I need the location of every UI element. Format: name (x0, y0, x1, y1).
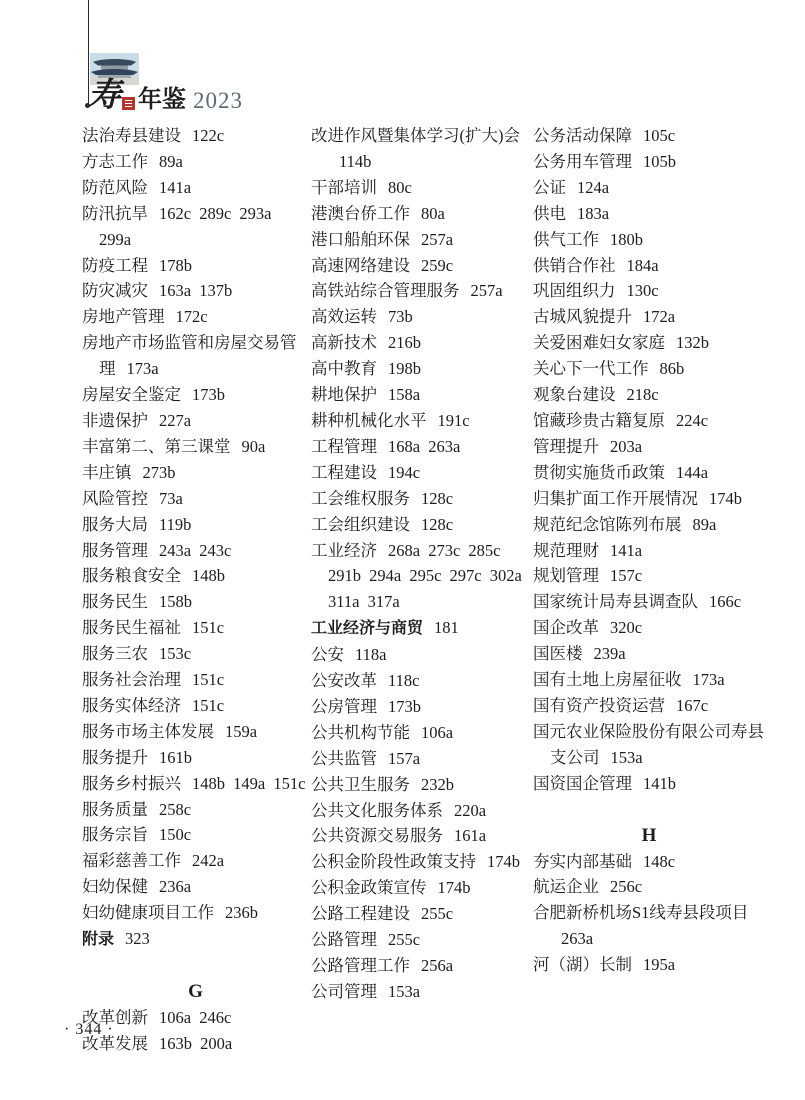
entry-term: 公证 (533, 177, 566, 197)
index-entry (311, 798, 534, 824)
index-entry (82, 460, 309, 486)
entry-term: 公共卫生服务 (311, 774, 410, 794)
index-entry (311, 538, 534, 616)
entry-term: 高新技术 (311, 333, 377, 353)
entry-page-refs: 174b (437, 878, 471, 898)
index-entry (533, 874, 765, 900)
index-entry (533, 538, 765, 564)
index-entry (311, 201, 534, 227)
index-entry (311, 746, 534, 772)
entry-term: 丰庄镇 (82, 462, 132, 482)
index-entry (82, 900, 309, 926)
index-entry (533, 900, 765, 952)
index-entry (311, 175, 534, 201)
entry-page-refs: 151c (192, 618, 225, 638)
index-entry (533, 382, 765, 408)
entry-term: 国元农业保险股份有限公司寿县支公司 (533, 721, 764, 767)
entry-page-refs: 141a (159, 177, 192, 197)
entry-page-refs: 159a (225, 721, 258, 741)
entry-term: 规范纪念馆陈列布展 (533, 514, 682, 534)
index-entry (82, 745, 309, 771)
entry-page-refs: 236a (159, 877, 192, 897)
index-entry (311, 123, 534, 175)
entry-page-refs: 220a (454, 800, 487, 820)
entry-page-refs: 141a (610, 540, 643, 560)
index-entry (311, 901, 534, 927)
entry-term: 服务民生福祉 (82, 618, 181, 638)
index-entry (533, 201, 765, 227)
index-entry (311, 227, 534, 253)
index-entry (533, 563, 765, 589)
index-entry (533, 615, 765, 641)
entry-term: 风险管控 (82, 488, 148, 508)
entry-page-refs: 118c (388, 671, 420, 691)
index-entry (533, 408, 765, 434)
entry-page-refs: 173a (692, 670, 725, 690)
index-entry (311, 434, 534, 460)
entry-term: 公路工程建设 (311, 904, 410, 924)
entry-term: 工程管理 (311, 436, 377, 456)
entry-term: 港澳台侨工作 (311, 203, 410, 223)
entry-page-refs: 263a (561, 929, 594, 949)
index-entry (82, 201, 309, 253)
entry-term: 法治寿县建设 (82, 126, 181, 145)
entry-term: 巩固组织力 (533, 281, 616, 301)
entry-page-refs: 173a (126, 359, 159, 379)
entry-page-refs: 148b 149a 151c (192, 773, 306, 793)
yearbook-logo (88, 79, 243, 113)
index-entry (533, 149, 765, 175)
entry-term: 高效运转 (311, 307, 377, 327)
entry-page-refs: 167c (676, 695, 709, 715)
entry-term: 工业经济 (311, 540, 377, 560)
entry-term: 公房管理 (311, 696, 377, 716)
entry-page-refs: 256c (610, 877, 643, 897)
entry-term: 公积金政策宣传 (311, 878, 427, 898)
entry-page-refs: 162c 289c 293a 299a (99, 203, 272, 249)
index-entry (82, 667, 309, 693)
index-entry (82, 563, 309, 589)
entry-term: 服务大局 (82, 514, 148, 534)
entry-page-refs: 255c (388, 930, 421, 950)
index-entry (533, 486, 765, 512)
index-entry (82, 538, 309, 564)
entry-page-refs: 86b (659, 359, 685, 379)
entry-term: 服务质量 (82, 799, 148, 819)
entry-term: 公共机构节能 (311, 722, 410, 742)
logo-calligraphy-nianjian: 年鉴 (138, 87, 186, 113)
entry-page-refs: 174b (487, 852, 520, 872)
index-entry (533, 952, 765, 978)
entry-page-refs: 239a (593, 644, 626, 664)
index-entry (311, 642, 534, 668)
entry-term: 改革发展 (82, 1033, 148, 1053)
entry-term: 工会维权服务 (311, 488, 410, 508)
entry-page-refs: 157c (610, 566, 643, 586)
entry-page-refs: 119b (159, 514, 192, 534)
section-letter-header: G (188, 981, 203, 1002)
index-entry (533, 304, 765, 330)
entry-term: 改革创新 (82, 1008, 148, 1027)
entry-page-refs: 173b (388, 696, 421, 716)
index-entry (82, 408, 309, 434)
entry-page-refs: 151c (192, 670, 225, 690)
entry-page-refs: 218c (626, 385, 659, 405)
index-entry (82, 149, 309, 175)
entry-page-refs: 194c (388, 462, 421, 482)
entry-term: 妇幼保健 (82, 877, 148, 897)
entry-term: 房屋安全鉴定 (82, 385, 181, 405)
index-entry (82, 874, 309, 900)
entry-page-refs: 161a (454, 826, 487, 846)
entry-page-refs: 257a (470, 281, 503, 301)
entry-term: 航运企业 (533, 877, 599, 897)
entry-page-refs: 257a (421, 229, 454, 249)
entry-term: 港口船舶环保 (311, 229, 410, 249)
index-entry (533, 434, 765, 460)
index-entry (82, 1031, 309, 1057)
entry-page-refs: 128c (421, 514, 454, 534)
entry-page-refs: 128c (421, 488, 454, 508)
entry-term: 国家统计局寿县调查队 (533, 592, 698, 612)
index-entry (311, 460, 534, 486)
entry-page-refs: 130c (626, 281, 659, 301)
entry-page-refs: 198b (388, 359, 421, 379)
entry-page-refs: 144a (676, 462, 709, 482)
entry-page-refs: 114b (339, 151, 372, 171)
index-entry (311, 356, 534, 382)
entry-page-refs: 232b (421, 774, 454, 794)
entry-term: 服务管理 (82, 540, 148, 560)
entry-term: 防范风险 (82, 177, 148, 197)
entry-term: 服务实体经济 (82, 695, 181, 715)
entry-page-refs: 216b (388, 333, 421, 353)
entry-page-refs: 89a (159, 151, 183, 171)
index-entry (82, 253, 309, 279)
entry-page-refs: 90a (241, 436, 266, 456)
index-entry (533, 356, 765, 382)
index-entry (533, 641, 765, 667)
entry-term: 服务市场主体发展 (82, 721, 214, 741)
index-entry (311, 253, 534, 279)
entry-page-refs: 153c (159, 644, 192, 664)
entry-term: 公共监管 (311, 748, 377, 768)
entry-page-refs: 203a (610, 436, 643, 456)
entry-page-refs: 323 (125, 929, 150, 949)
index-entry (82, 304, 309, 330)
entry-term: 国企改革 (533, 618, 599, 638)
index-entry (82, 719, 309, 745)
index-entry (82, 278, 309, 304)
entry-term: 供电 (533, 203, 566, 223)
entry-page-refs: 158b (159, 592, 192, 612)
red-seal-icon (122, 97, 135, 110)
index-entry (82, 771, 309, 797)
entry-page-refs: 80a (421, 203, 445, 223)
entry-page-refs: 236b (225, 903, 258, 923)
entry-term: 供气工作 (533, 229, 599, 249)
index-column-3 (533, 123, 765, 978)
entry-page-refs: 174b (709, 488, 742, 508)
entry-term: 公安改革 (311, 671, 377, 691)
index-entry (533, 589, 765, 615)
entry-term: 国有土地上房屋征收 (533, 670, 682, 690)
entry-term: 房地产市场监管和房屋交易管理 (82, 333, 297, 379)
index-entry (311, 330, 534, 356)
index-entry (82, 512, 309, 538)
entry-term: 归集扩面工作开展情况 (533, 488, 698, 508)
entry-term: 丰富第二、第三课堂 (82, 436, 231, 456)
index-entry (311, 694, 534, 720)
index-entry (82, 123, 309, 149)
index-entry (82, 434, 309, 460)
index-entry (533, 330, 765, 356)
index-entry (82, 589, 309, 615)
entry-term: 国资国企管理 (533, 773, 632, 793)
entry-page-refs: 163b 200a (159, 1033, 233, 1053)
index-entry (311, 772, 534, 798)
entry-page-refs: 148b (192, 566, 225, 586)
index-entry (533, 667, 765, 693)
entry-page-refs: 118a (355, 645, 387, 665)
index-entry (82, 693, 309, 719)
index-entry (533, 253, 765, 279)
entry-term: 公司管理 (311, 981, 377, 1001)
entry-term: 工会组织建设 (311, 514, 410, 534)
entry-term: 古城风貌提升 (533, 307, 632, 327)
entry-term: 福彩慈善工作 (82, 851, 181, 871)
entry-page-refs: 273b (142, 462, 176, 482)
entry-term: 馆藏珍贵古籍复原 (533, 410, 665, 430)
entry-term: 管理提升 (533, 436, 599, 456)
entry-page-refs: 183a (577, 203, 610, 223)
index-entry (82, 175, 309, 201)
index-column-2 (311, 123, 534, 1005)
index-entry (311, 408, 534, 434)
entry-page-refs: 227a (159, 410, 192, 430)
entry-term: 高中教育 (311, 359, 377, 379)
entry-page-refs: 124a (577, 177, 610, 197)
entry-page-refs: 122c (192, 126, 225, 145)
entry-page-refs: 161b (159, 747, 192, 767)
entry-term: 服务三农 (82, 644, 148, 664)
entry-page-refs: 258c (159, 799, 192, 819)
entry-page-refs: 89a (692, 514, 717, 534)
entry-page-refs: 157a (388, 748, 421, 768)
index-entry (311, 849, 534, 875)
index-entry (311, 304, 534, 330)
entry-term: 干部培训 (311, 177, 377, 197)
entry-page-refs: 153a (610, 747, 643, 767)
entry-page-refs: 132b (676, 333, 709, 353)
entry-term: 夯实内部基础 (533, 851, 632, 871)
entry-page-refs: 148c (643, 851, 676, 871)
entry-term: 供销合作社 (533, 255, 616, 275)
index-entry (82, 486, 309, 512)
entry-term: 公积金阶段性政策支持 (311, 852, 476, 872)
index-entry (533, 175, 765, 201)
entry-term: 服务提升 (82, 747, 148, 767)
entry-page-refs: 163a 137b (159, 281, 233, 301)
entry-page-refs: 243a 243c (159, 540, 232, 560)
index-entry (311, 953, 534, 979)
index-entry (82, 382, 309, 408)
entry-term: 规划管理 (533, 566, 599, 586)
entry-page-refs: 172a (643, 307, 676, 327)
entry-page-refs: 105b (643, 151, 676, 171)
index-entry (311, 927, 534, 953)
index-entry (533, 227, 765, 253)
index-entry (82, 1005, 309, 1031)
entry-page-refs: 255c (421, 904, 454, 924)
entry-term: 关心下一代工作 (533, 359, 649, 379)
entry-term: 服务民生 (82, 592, 148, 612)
entry-term: 高速网络建设 (311, 255, 410, 275)
entry-page-refs: 105c (643, 126, 676, 145)
entry-page-refs: 106a (421, 722, 454, 742)
entry-page-refs: 242a (192, 851, 225, 871)
index-entry (82, 641, 309, 667)
entry-term: 关爱困难妇女家庭 (533, 333, 665, 353)
entry-term: 国医楼 (533, 644, 583, 664)
entry-term: 改进作风暨集体学习(扩大)会 (311, 126, 520, 145)
index-entry (533, 771, 765, 797)
entry-term: 工程建设 (311, 462, 377, 482)
index-entry (82, 822, 309, 848)
entry-term: 公务用车管理 (533, 151, 632, 171)
index-entry (82, 797, 309, 823)
entry-term: 防灾减灾 (82, 281, 148, 301)
index-entry (82, 926, 309, 953)
entry-term: 贯彻实施货币政策 (533, 462, 665, 482)
entry-page-refs: 73a (159, 488, 183, 508)
entry-page-refs: 168a 263a (388, 436, 461, 456)
index-entry (533, 693, 765, 719)
entry-term: 河（湖）长制 (533, 955, 632, 975)
index-entry (311, 278, 534, 304)
entry-page-refs: 173b (192, 385, 225, 405)
entry-page-refs: 153a (388, 981, 421, 1001)
entry-term: 妇幼健康项目工作 (82, 903, 214, 923)
index-entry (533, 512, 765, 538)
entry-page-refs: 106a 246c (159, 1008, 232, 1027)
entry-term: 合肥新桥机场S1线寿县段项目 (533, 903, 749, 923)
entry-term: 公路管理工作 (311, 956, 410, 975)
entry-page-refs: 151c (192, 695, 225, 715)
index-entry (311, 615, 534, 642)
entry-term: 工业经济与商贸 (311, 620, 424, 638)
index-entry (311, 486, 534, 512)
index-entry (311, 979, 534, 1005)
entry-term: 规范理财 (533, 540, 599, 560)
entry-term: 公路管理 (311, 930, 377, 950)
index-entry (311, 823, 534, 849)
entry-term: 公共文化服务体系 (311, 800, 443, 820)
entry-term: 服务社会治理 (82, 670, 181, 690)
index-entry (82, 615, 309, 641)
entry-term: 观象台建设 (533, 385, 616, 405)
index-entry (311, 875, 534, 901)
entry-page-refs: 150c (159, 825, 192, 845)
index-entry (533, 719, 765, 771)
page-number: · 344 · (64, 1021, 114, 1038)
entry-term: 公务活动保障 (533, 126, 632, 145)
entry-page-refs: 191c (437, 410, 470, 430)
entry-page-refs: 172c (175, 307, 208, 327)
entry-page-refs: 158a (388, 385, 421, 405)
entry-term: 服务乡村振兴 (82, 773, 181, 793)
entry-page-refs: 181 (434, 618, 459, 638)
entry-page-refs: 268a 273c 285c 291b 294a 295c 297c 302a 311a 317a (328, 540, 522, 612)
index-entry (311, 382, 534, 408)
index-entry (533, 123, 765, 149)
index-entry (311, 512, 534, 538)
index-entry (533, 278, 765, 304)
entry-term: 非遗保护 (82, 410, 148, 430)
entry-page-refs: 184a (626, 255, 659, 275)
entry-page-refs: 259c (421, 255, 454, 275)
entry-page-refs: 195a (643, 955, 676, 975)
entry-term: 公共资源交易服务 (311, 826, 443, 846)
entry-term: 耕地保护 (311, 385, 377, 405)
entry-page-refs: 141b (643, 773, 676, 793)
index-entry (311, 720, 534, 746)
entry-term: 房地产管理 (82, 307, 165, 327)
entry-page-refs: 180b (610, 229, 643, 249)
entry-page-refs: 178b (159, 255, 192, 275)
entry-term: 高铁站综合管理服务 (311, 281, 460, 301)
section-letter-header: H (641, 824, 657, 846)
entry-term: 服务宗旨 (82, 825, 148, 845)
entry-page-refs: 320c (610, 618, 643, 638)
index-entry (533, 460, 765, 486)
entry-term: 防疫工程 (82, 255, 148, 275)
entry-page-refs: 73b (388, 307, 413, 327)
index-column-1 (82, 123, 309, 1057)
entry-term: 国有资产投资运营 (533, 695, 665, 715)
entry-page-refs: 224c (676, 410, 709, 430)
entry-term: 附录 (82, 931, 115, 949)
entry-page-refs: 256a (421, 956, 454, 975)
logo-calligraphy-shou: 寿 (88, 78, 120, 114)
index-entry (82, 330, 309, 382)
entry-term: 耕种机械化水平 (311, 410, 427, 430)
logo-year: 2023 (193, 88, 243, 113)
entry-page-refs: 166c (709, 592, 742, 612)
index-entry (311, 668, 534, 694)
index-entry (82, 848, 309, 874)
entry-term: 公安 (311, 645, 344, 665)
entry-term: 防汛抗旱 (82, 203, 148, 223)
entry-term: 方志工作 (82, 151, 148, 171)
entry-term: 服务粮食安全 (82, 566, 181, 586)
index-entry (533, 849, 765, 875)
entry-page-refs: 80c (388, 177, 412, 197)
